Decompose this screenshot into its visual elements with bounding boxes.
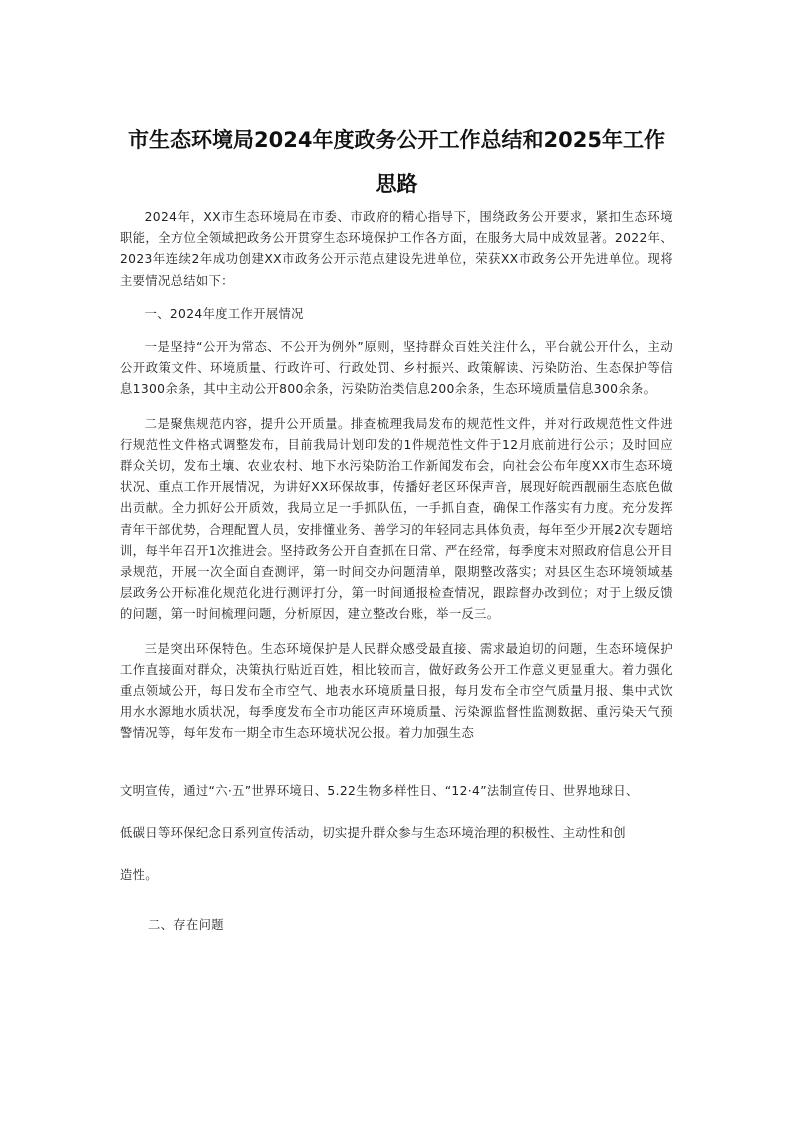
intro-paragraph: 2024年，XX市生态环境局在市委、市政府的精心指导下，围绕政务公开要求，紧扣生态环境职能，全方位全领域把政务公开贯穿生态环境保护工作各方面，在服务大局中成效显著。2022年、2023年连续2年成功创建XX市政务公开示范点建设先进单位，荣获XX市政务公开先进单位。现将主要情况总结如下：: [120, 210, 673, 288]
document-title: 市生态环境局2024年度政务公开工作总结和2025年工作思路: [128, 128, 665, 196]
item-3-line-2: 文明宣传，通过“六·五”世界环境日、5.22生物多样性日、“12·4”法制宣传日、世界地球日、: [120, 784, 639, 798]
item-3-line-3: 低碳日等环保纪念日系列宣传活动，切实提升群众参与生态环境治理的积极性、主动性和创: [120, 826, 626, 840]
document-body: [120, 207, 673, 745]
section-1-heading: 一、2024年度工作开展情况: [144, 306, 304, 321]
item-3-paragraph: 三是突出环保特色。生态环境保护是人民群众感受最直接、需求最迫切的问题，生态环境保护工作直接面对群众，决策执行贴近百姓，相比较而言，做好政务公开工作意义更显重大。着力强化重点领域公开，每日发布全市空气、地表水环境质量日报，每月发布全市空气质量月报、集中式饮用水水源地水质状况，每季度发布全市功能区声环境质量、污染源监督性监测数据、重污染天气预警情况等，每年发布一期全市生态环境状况公报。着力加强生态: [120, 641, 673, 741]
item-1-paragraph: 一是坚持“公开为常态、不公开为例外”原则，坚持群众百姓关注什么，平台就公开什么，主动公开政策文件、环境质量、行政许可、行政处罚、乡村振兴、政策解读、污染防治、生态保护等信息1300余条，其中主动公开800余条，污染防治类信息200余条，生态环境质量信息300余条。: [120, 340, 673, 397]
item-2-paragraph: 二是聚焦规范内容，提升公开质量。排查梳理我局发布的规范性文件，并对行政规范性文件进行规范性文件格式调整发布，目前我局计划印发的1件规范性文件于12月底前进行公示；及时回应群众关切，发布土壤、农业农村、地下水污染防治工作新闻发布会，向社会公布年度XX市生态环境状况、重点工作开展情况，为讲好XX环保故事，传播好老区环保声音，展现好皖西靓丽生态底色做出贡献。全力抓好公开质效，我局立足一手抓队伍，一手抓自查，确保工作落实有力度。充分发挥青年干部优势，合理配置人员，安排懂业务、善学习的年轻同志具体负责，每年至少开展2次专题培训，每半年召开1次推进会。坚持政务公开自查抓在日常、严在经常，每季度末对照政府信息公开目录规范，开展一次全面自查测评，第一时间交办问题清单，限期整改落实；对县区生态环境领域基层政务公开标准化规范化进行测评打分，第一时间通报检查情况，跟踪督办改到位；对于上级反馈的问题，第一时间梳理问题，分析原因，建立整改台账，举一反三。: [120, 416, 673, 622]
item-3-line-4: 造性。: [120, 868, 158, 882]
section-2-heading: 二、存在问题: [148, 918, 224, 932]
item-3-continuation: [120, 770, 673, 896]
